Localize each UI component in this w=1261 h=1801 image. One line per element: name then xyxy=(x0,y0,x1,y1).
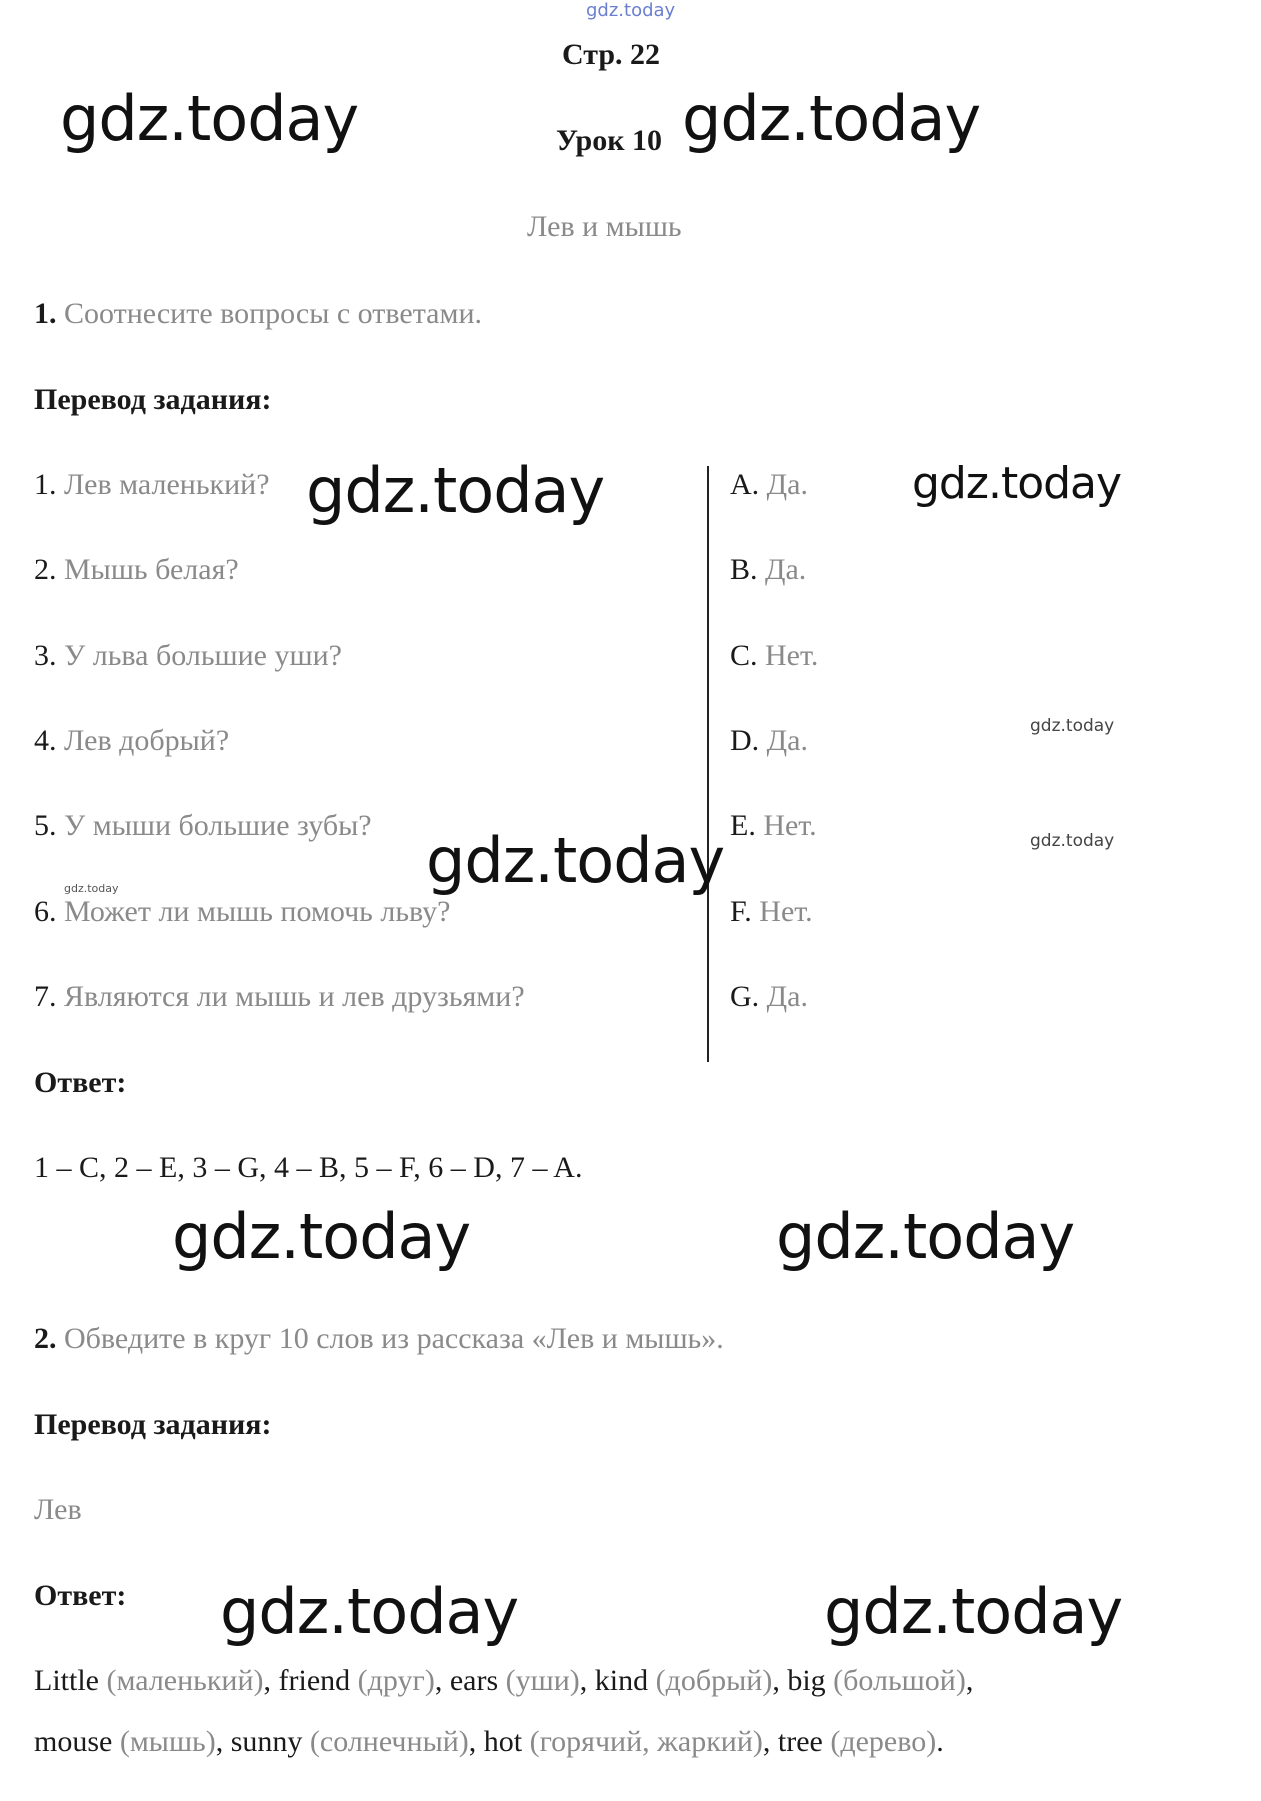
question-number: 7. xyxy=(34,980,57,1013)
word-separator: , xyxy=(434,1664,450,1697)
answer-text: Нет. xyxy=(765,639,819,672)
answer-letter: E. xyxy=(730,809,756,842)
word-separator: , xyxy=(579,1664,595,1697)
lesson-title: Урок 10 xyxy=(556,124,663,157)
task2-words-line-1 xyxy=(34,1664,973,1698)
watermark: gdz.today xyxy=(172,1200,471,1273)
question-number: 4. xyxy=(34,724,57,757)
watermark: gdz.today xyxy=(426,824,725,897)
task1-heading xyxy=(34,297,482,331)
answer-text: Да. xyxy=(766,724,808,757)
question-text: Мышь белая? xyxy=(64,553,239,586)
word-en: Little xyxy=(34,1664,99,1697)
task1-answer-label: Ответ: xyxy=(34,1066,127,1099)
question-text: У льва большие уши? xyxy=(64,639,342,672)
answer-letter: G. xyxy=(730,980,760,1013)
task2-words-line-2 xyxy=(34,1725,944,1759)
watermark: gdz.today xyxy=(306,454,605,527)
answer-letter: D. xyxy=(730,724,760,757)
answer-f xyxy=(730,895,813,929)
watermark: gdz.today xyxy=(776,1200,1075,1273)
question-1 xyxy=(34,468,270,502)
question-number: 2. xyxy=(34,553,57,586)
word-ru: (добрый) xyxy=(655,1664,773,1697)
watermark: gdz.today xyxy=(912,458,1122,509)
word-separator: , xyxy=(965,1664,974,1697)
task1-answer: 1 – C, 2 – E, 3 – G, 4 – B, 5 – F, 6 – D, 7 – A. xyxy=(34,1151,583,1184)
word-ru: (друг) xyxy=(357,1664,435,1697)
word-ru: (мышь) xyxy=(119,1725,216,1758)
watermark-top: gdz.today xyxy=(586,0,676,21)
word-ru: (большой) xyxy=(833,1664,966,1697)
question-2 xyxy=(34,553,239,587)
answer-d xyxy=(730,724,808,758)
watermark: gdz.today xyxy=(1030,716,1115,736)
answer-text: Да. xyxy=(766,468,808,501)
answer-text: Да. xyxy=(765,553,807,586)
task2-instruction: Обведите в круг 10 слов из рассказа «Лев и мышь». xyxy=(64,1322,724,1355)
word-en: friend xyxy=(278,1664,351,1697)
task1-number: 1. xyxy=(34,297,57,330)
answer-e xyxy=(730,809,817,843)
watermark: gdz.today xyxy=(60,82,359,155)
word-ru: (горячий, жаркий) xyxy=(529,1725,763,1758)
word-en: hot xyxy=(483,1725,523,1758)
word-en: sunny xyxy=(230,1725,303,1758)
word-ru: (маленький) xyxy=(106,1664,264,1697)
answer-text: Нет. xyxy=(759,895,813,928)
task2-translation: Лев xyxy=(34,1493,82,1526)
question-number: 6. xyxy=(34,895,57,928)
answer-letter: C. xyxy=(730,639,758,672)
word-en: tree xyxy=(777,1725,823,1758)
answer-a xyxy=(730,468,808,502)
answer-text: Да. xyxy=(766,980,808,1013)
question-text: Являются ли мышь и лев друзьями? xyxy=(64,980,525,1013)
task1-translation-label: Перевод задания: xyxy=(34,383,272,416)
answer-b xyxy=(730,553,806,587)
question-7 xyxy=(34,980,525,1014)
answer-letter: B. xyxy=(730,553,758,586)
question-text: Лев добрый? xyxy=(64,724,230,757)
answer-g xyxy=(730,980,808,1014)
question-text: У мыши большие зубы? xyxy=(64,809,372,842)
task2-heading xyxy=(34,1322,724,1356)
answer-letter: A. xyxy=(730,468,760,501)
page-number: Стр. 22 xyxy=(562,38,661,71)
question-6 xyxy=(34,895,450,929)
column-divider xyxy=(707,466,709,1062)
answer-letter: F. xyxy=(730,895,752,928)
word-en: mouse xyxy=(34,1725,113,1758)
word-en: ears xyxy=(449,1664,499,1697)
watermark: gdz.today xyxy=(824,1575,1123,1648)
word-separator: , xyxy=(772,1664,788,1697)
word-ru: (уши) xyxy=(505,1664,580,1697)
word-separator: , xyxy=(762,1725,778,1758)
question-number: 5. xyxy=(34,809,57,842)
question-number: 1. xyxy=(34,468,57,501)
word-ru: (дерево) xyxy=(830,1725,937,1758)
task2-answer-label: Ответ: xyxy=(34,1579,127,1612)
watermark: gdz.today xyxy=(1030,831,1115,851)
task2-translation-label: Перевод задания: xyxy=(34,1408,272,1441)
question-3 xyxy=(34,639,342,673)
answer-text: Нет. xyxy=(763,809,817,842)
word-separator: , xyxy=(263,1664,279,1697)
watermark: gdz.today xyxy=(682,82,981,155)
task1-instruction: Соотнесите вопросы с ответами. xyxy=(64,297,483,330)
word-separator: , xyxy=(215,1725,231,1758)
word-en: kind xyxy=(594,1664,649,1697)
task2-number: 2. xyxy=(34,1322,57,1355)
word-separator: . xyxy=(936,1725,944,1758)
watermark: gdz.today xyxy=(64,882,119,895)
question-text: Лев маленький? xyxy=(64,468,270,501)
question-number: 3. xyxy=(34,639,57,672)
question-5 xyxy=(34,809,372,843)
watermark: gdz.today xyxy=(220,1575,519,1648)
story-title: Лев и мышь xyxy=(527,210,682,243)
question-4 xyxy=(34,724,229,758)
question-text: Может ли мышь помочь льву? xyxy=(64,895,451,928)
answer-c xyxy=(730,639,818,673)
word-ru: (солнечный) xyxy=(309,1725,469,1758)
word-separator: , xyxy=(468,1725,484,1758)
word-en: big xyxy=(787,1664,826,1697)
